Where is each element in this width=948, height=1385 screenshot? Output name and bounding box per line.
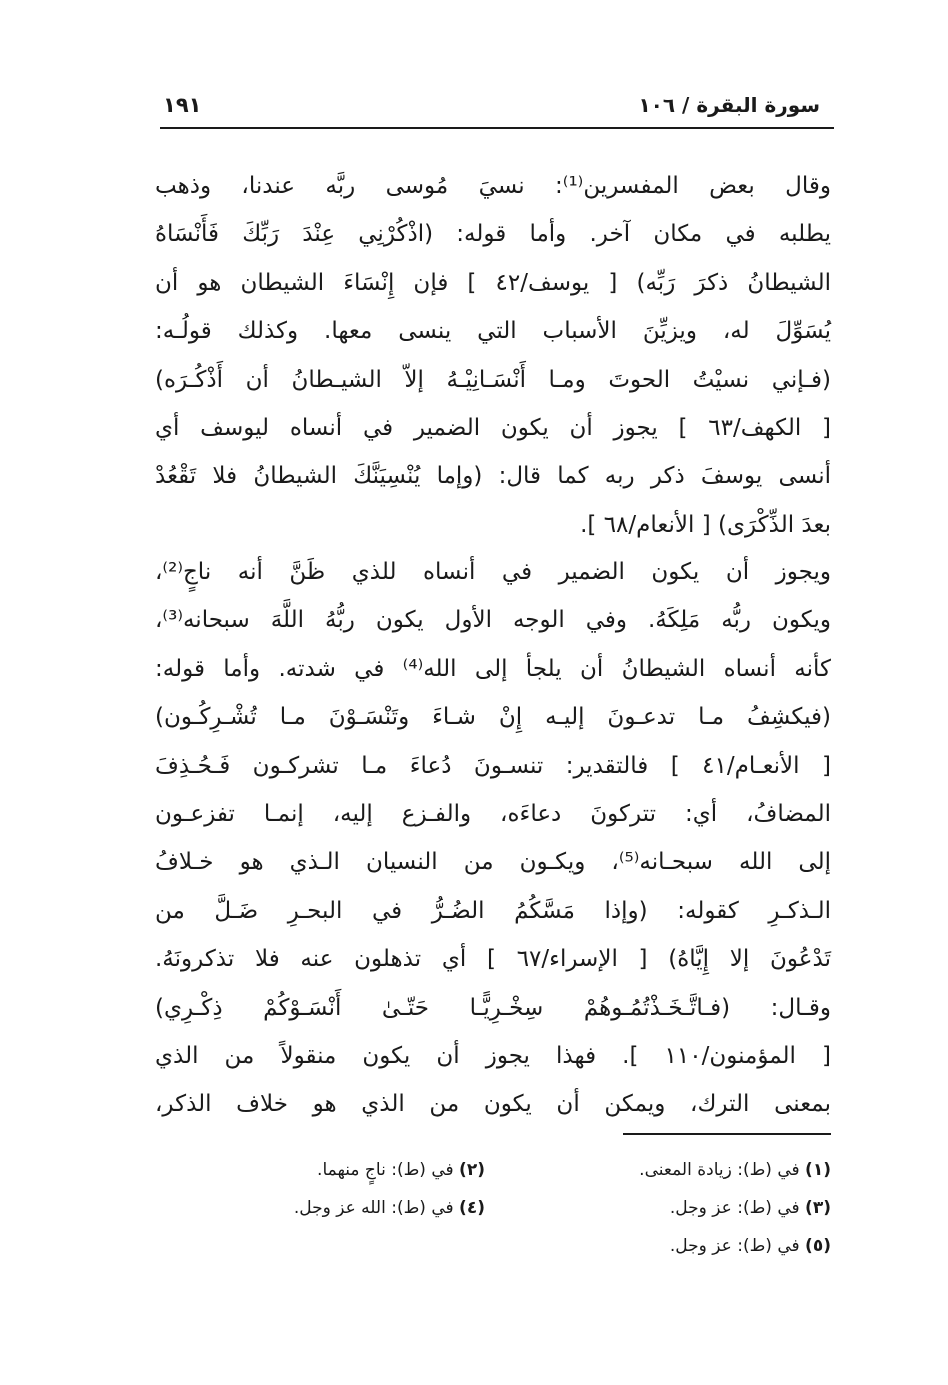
footnote-5: [670, 1234, 831, 1258]
header-divider: [160, 127, 834, 129]
text-line: تَدْعُونَ إلا إِيَّاهُ) [ الإسراء/٦٧ ] أي تذهلون عنه فلا تذكرونَهُ.: [155, 946, 831, 973]
footnote-marker: (١): [805, 1160, 831, 1180]
footnote-text: في (ط): عز وجل.: [669, 1198, 800, 1218]
text-line: ويجوز أن يكون الضمير في أنساه للذي ظَنَّ أنه ناجٍ⁽²⁾،: [155, 559, 831, 585]
text-line: وقال بعض المفسرين⁽¹⁾: نسيَ مُوسى ربَّه عندنا، وذهب: [155, 173, 831, 199]
text-line: المضافُ، أي: تتركونَ دعاءَه، والفـزع إليه، إنمـا تفزعـون: [155, 800, 831, 827]
running-header-title: سورة البقرة / ١٠٦: [638, 93, 820, 117]
text-line: [ المؤمنون/١١٠ ]. فهذا يجوز أن يكون منقولاً من الذي: [155, 1042, 831, 1069]
text-line: كأنه أنساه الشيطانُ أن يلجأ إلى الله⁽⁴⁾ في شدته. وأما قوله:: [155, 655, 831, 682]
text-line: إلى الله سبحـانه⁽⁵⁾، ويكـون من النسيان الـذي هو خـلافُ: [155, 849, 831, 876]
footnote-marker: (٥): [805, 1236, 831, 1256]
paragraph-1: [155, 162, 831, 549]
footnote-divider: [623, 1133, 831, 1135]
paragraph-2: [155, 548, 831, 1129]
footnote-marker: (٣): [805, 1198, 831, 1218]
footnote-2: [317, 1158, 485, 1182]
footnote-text: في (ط): زيادة المعنى.: [639, 1160, 800, 1180]
text-line: يُسَوِّلَ له، ويزيِّنَ الأسباب التي ينسى معها. وكذلك قولُـه:: [155, 318, 831, 345]
footnote-3: [670, 1196, 831, 1220]
text-line: ويكون ربُّه مَلِكَهُ. وفي الوجه الأول يكون ربُّهُ اللَّهَ سبحانه⁽³⁾،: [155, 607, 831, 634]
text-line: يطلبه في مكان آخر. وأما قوله: (اذْكُرْنِي عِنْدَ رَبِّكَ فَأَنْسَاهُ: [155, 221, 831, 248]
footnote-text: في (ط): الله عز وجل.: [293, 1198, 454, 1218]
text-line: [ الأنعـام/٤١ ] فالتقدير: تنسـونَ دُعاءَ مـا تشركـون فَـحُـذِفَ: [155, 752, 831, 779]
footnote-4: [294, 1196, 485, 1220]
text-line: وقـال: (فـاتَّـخَـذْتُمُـوهُمْ سِخْـرِيًّـا حَتّـىٰ أَنْسَـوْكُمْ ذِكْـرِي): [155, 994, 831, 1021]
text-line: [ الكهف/٦٣ ] يجوز أن يكون الضمير في أنساه ليوسف أي: [155, 414, 831, 441]
page-number: ١٩١: [163, 93, 202, 117]
footnote-1: [639, 1158, 831, 1182]
text-line: الـذكـرِ كقوله: (وإذا مَسَّكُمُ الضُـرُّ في البحـرِ ضَـلَّ من: [155, 897, 831, 924]
footnote-text: في (ط): عز وجل.: [669, 1236, 800, 1256]
text-line: (فيكشِفُ مـا تدعـونَ إليـه إِنْ شـاءَ وتَنْسَـوْنَ مـا تُشْـرِكُـون): [155, 704, 831, 731]
text-line: بمعنى الترك، ويمكن أن يكون من الذي هو خلاف الذكر،: [155, 1091, 831, 1118]
text-line: أنسى يوسفَ ذكر ربه كما قال: (وإما يُنْسِيَنَّكَ الشيطانُ فلا تَقْعُدْ: [155, 463, 831, 490]
footnote-marker: (٤): [459, 1198, 485, 1218]
footnote-text: في (ط): ناجٍ منهما.: [317, 1160, 454, 1180]
text-line: بعدَ الذِّكْرَى) [ الأنعام/٦٨ ].: [580, 511, 831, 538]
text-line: (فـإني نسيْتُ الحوتَ ومـا أَنْسَـانِيْـهُ إلاّ الشيـطانُ أن أَذْكُـرَه): [155, 366, 831, 393]
footnote-marker: (٢): [459, 1160, 485, 1180]
text-line: الشيطانُ ذكرَ رَبِّه) [ يوسف/٤٢ ] فإن إِنْسَاءَ الشيطان هو أن: [155, 269, 832, 296]
